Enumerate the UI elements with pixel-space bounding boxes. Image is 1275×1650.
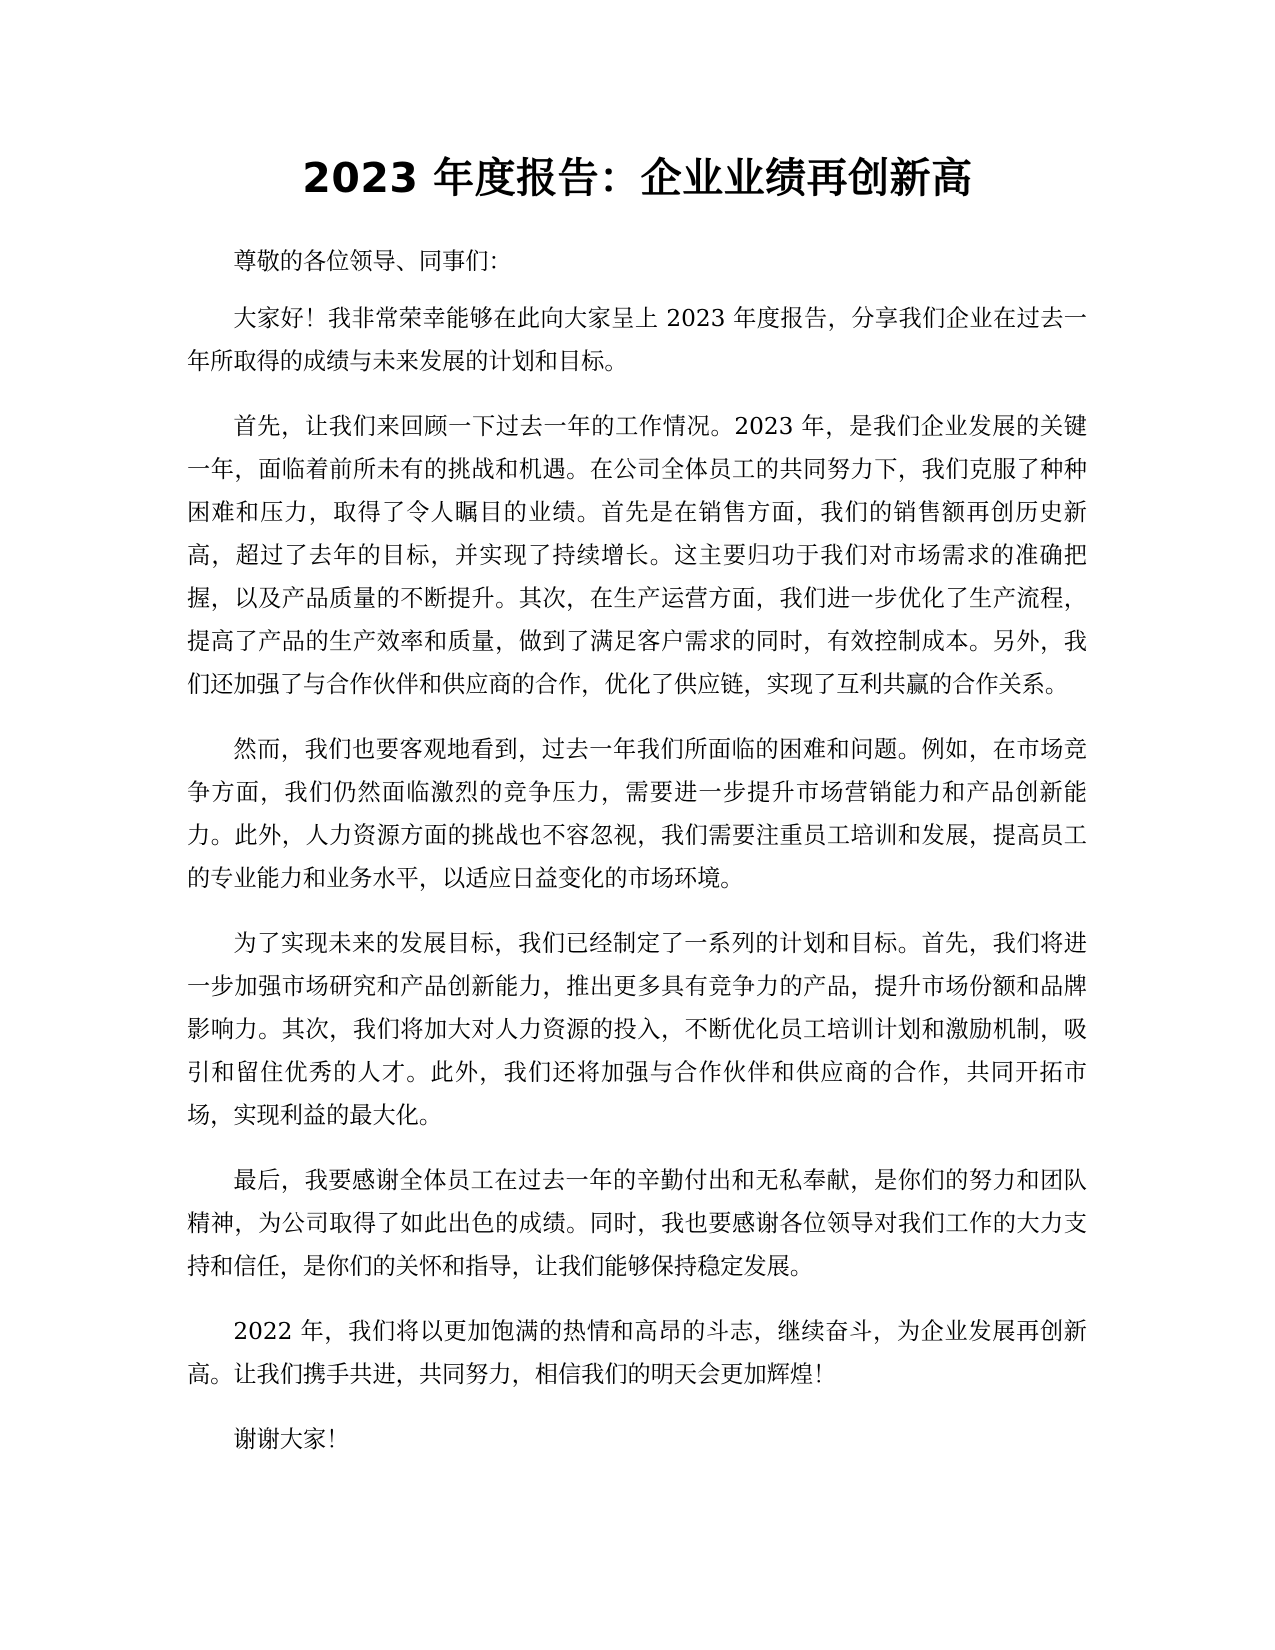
challenges-paragraph: 然而，我们也要客观地看到，过去一年我们所面临的困难和问题。例如，在市场竞争方面，我们仍然面临激烈的竞争压力，需要进一步提升市场营销能力和产品创新能力。此外，人力资源方面的挑战也不容忽视，我们需要注重员工培训和发展，提高员工的专业能力和业务水平，以适应日益变化的市场环境。 (187, 736, 1087, 892)
review-paragraph: 首先，让我们来回顾一下过去一年的工作情况。2023 年，是我们企业发展的关键一年，面临着前所未有的挑战和机遇。在公司全体员工的共同努力下，我们克服了种种困难和压力，取得了令人瞩目的业绩。首先是在销售方面，我们的销售额再创历史新高，超过了去年的目标，并实现了持续增长。这主要归功于我们对市场需求的准确把握，以及产品质量的不断提升。其次，在生产运营方面，我们进一步优化了生产流程，提高了产品的生产效率和质量，做到了满足客户需求的同时，有效控制成本。另外，我们还加强了与合作伙伴和供应商的合作，优化了供应链，实现了互利共赢的合作关系。 (187, 413, 1087, 698)
salutation-paragraph: 尊敬的各位领导、同事们： (233, 248, 512, 275)
closing-paragraph: 谢谢大家！ (233, 1426, 350, 1453)
plans-paragraph: 为了实现未来的发展目标，我们已经制定了一系列的计划和目标。首先，我们将进一步加强市场研究和产品创新能力，推出更多具有竞争力的产品，提升市场份额和品牌影响力。其次，我们将加大对人力资源的投入，不断优化员工培训计划和激励机制，吸引和留住优秀的人才。此外，我们还将加强与合作伙伴和供应商的合作，共同开拓市场，实现利益的最大化。 (187, 930, 1087, 1129)
greeting-paragraph: 大家好！我非常荣幸能够在此向大家呈上 2023 年度报告，分享我们企业在过去一年所取得的成绩与未来发展的计划和目标。 (187, 305, 1087, 375)
outlook-paragraph: 2022 年，我们将以更加饱满的热情和高昂的斗志，继续奋斗，为企业发展再创新高。让我们携手共进，共同努力，相信我们的明天会更加辉煌！ (187, 1318, 1087, 1388)
thanks-paragraph: 最后，我要感谢全体员工在过去一年的辛勤付出和无私奉献，是你们的努力和团队精神，为公司取得了如此出色的成绩。同时，我也要感谢各位领导对我们工作的大力支持和信任，是你们的关怀和指导，让我们能够保持稳定发展。 (187, 1167, 1087, 1280)
document-title: 2023 年度报告：企业业绩再创新高 (302, 154, 973, 202)
document-body (187, 240, 1087, 1483)
